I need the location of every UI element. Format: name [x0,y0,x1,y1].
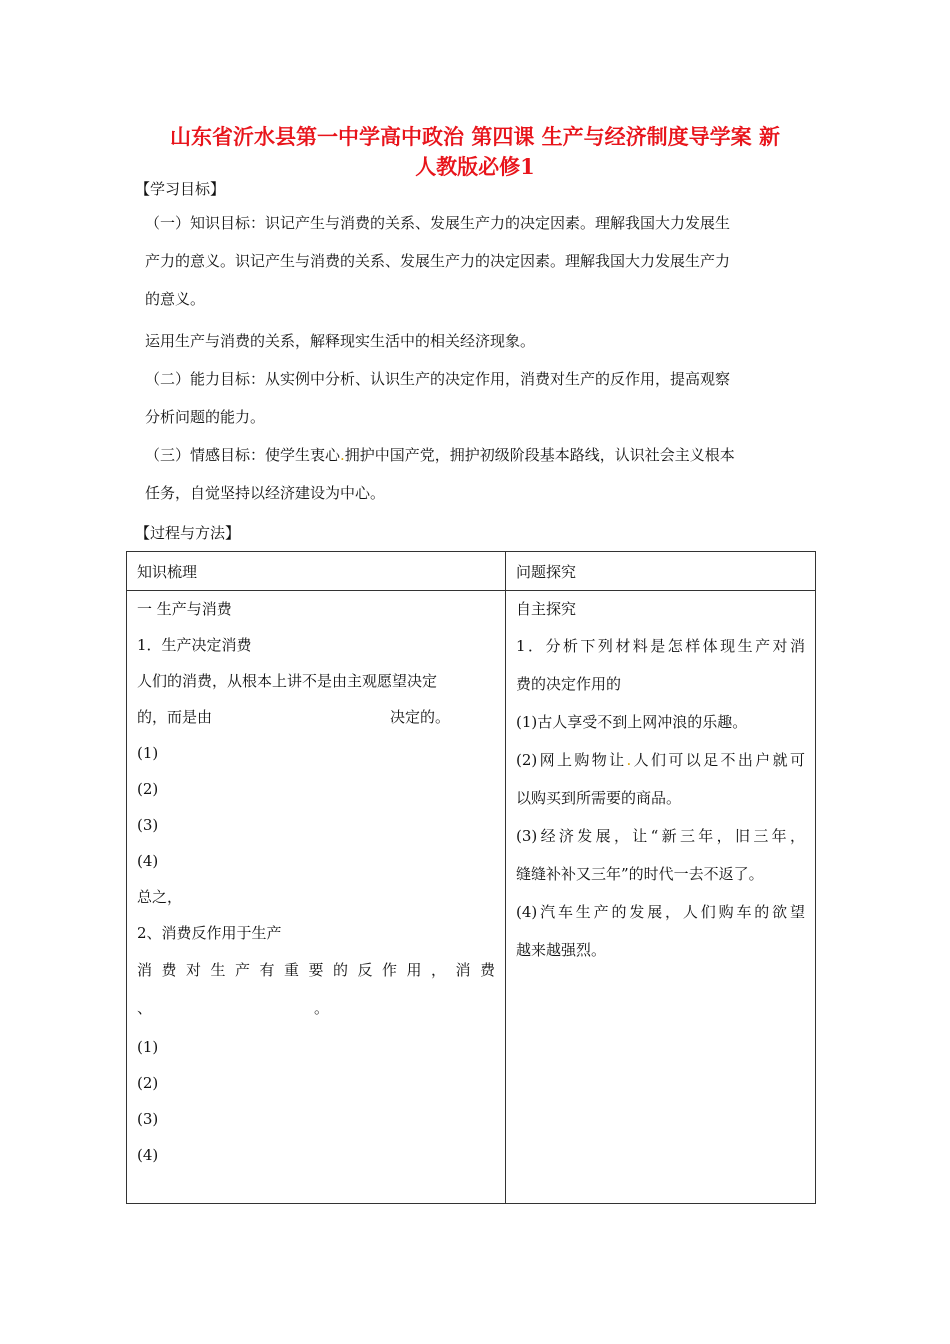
emotion-line-1-part-b: 拥护中国产党，拥护初级阶段基本路线，认识社会主义根本 [344,446,735,464]
item2-text-1: 消费对生产有重要的反作用，消费 [137,961,495,979]
list-a-item-3: (3) [137,816,159,834]
summary: 总之， [137,888,183,906]
question-1-line-a: 1．分析下列材料是怎样体现生产对消 [516,637,805,655]
list-b-item-2: (2) [137,1074,159,1092]
objectives-section [145,204,815,318]
item2-text-2b: 。 [314,999,330,1017]
knowledge-column [127,591,506,1204]
title-line-1: 山东省沂水县第一中学高中政治 第四课 生产与经济制度导学案 新 [170,124,780,149]
material-3-line-b: 缝缝补补又三年”的时代一去不返了。 [516,865,764,883]
knowledge-objective-line-3: 的意义。 [145,290,206,308]
material-2-line-b: 以购买到所需要的商品。 [516,789,682,807]
item1-text-2 [137,699,495,735]
ability-objective [145,360,815,436]
section-production-consumption: 一 生产与消费 [137,600,232,618]
study-table [126,551,816,1204]
mark-dot: . [626,751,632,769]
emotion-line-1-part-a: （三）情感目标：使学生衷心 [145,446,341,464]
inquiry-column [506,591,816,1204]
item1-text-2a: 的，而是由 [137,708,213,726]
emotion-objective-line-2: 任务，自觉坚持以经济建设为中心。 [145,484,386,502]
material-4-line-a: (4)汽车生产的发展，人们购车的欲望 [516,903,805,921]
knowledge-objective-line-1: （一）知识目标：识记产生与消费的关系、发展生产力的决定因素。理解我国大力发展生 [145,214,731,232]
header-inquiry: 问题探究 [506,552,816,591]
item2-title: 2、消费反作用于生产 [137,924,282,942]
list-a-item-4: (4) [137,852,159,870]
item1-text-1: 人们的消费，从根本上讲不是由主观愿望决定 [137,672,438,690]
header-knowledge: 知识梳理 [127,552,506,591]
emotion-objective-line-1 [145,436,815,474]
objectives-heading: 【学习目标】 [135,180,226,198]
list-a-item-2: (2) [137,780,159,798]
mark-dot: . [340,446,345,464]
list-a-item-1: (1) [137,744,159,762]
material-4-line-b: 越来越强烈。 [516,941,607,959]
knowledge-objective-line-2: 产力的意义。识记产生与消费的关系、发展生产力的决定因素。理解我国大力发展生产力 [145,252,731,270]
material-2-part-a: (2)网上购物让 [516,751,627,769]
material-1: (1)古人享受不到上网冲浪的乐趣。 [516,713,748,731]
list-b-item-1: (1) [137,1038,159,1056]
material-2-line-a [516,741,805,779]
material-3-line-a: (3)经济发展，让“新三年，旧三年， [516,827,805,845]
process-heading: 【过程与方法】 [135,524,241,542]
list-b-item-4: (4) [137,1146,159,1164]
question-1-line-b: 费的决定作用的 [516,675,622,693]
item2-text-2a: 、 [137,999,153,1017]
ability-objective-line-2: 分析问题的能力。 [145,408,266,426]
material-2-part-b: 人们可以足不出户就可 [631,751,805,769]
item1-title: 1．生产决定消费 [137,636,252,654]
ability-objective-line-1: （二）能力目标：从实例中分析、认识生产的决定作用，消费对生产的反作用，提高观察 [145,370,731,388]
table-header-row [127,552,816,591]
self-inquiry-heading: 自主探究 [516,600,577,618]
table-body-row [127,591,816,1204]
title-line-2: 人教版必修1 [415,154,535,179]
item2-text-2 [137,987,495,1029]
item1-text-2b: 决定的。 [390,708,451,726]
document-title [120,122,830,182]
apply-objective: 运用生产与消费的关系，解释现实生活中的相关经济现象。 [145,332,536,350]
list-b-item-3: (3) [137,1110,159,1128]
emotion-objective [145,436,815,512]
